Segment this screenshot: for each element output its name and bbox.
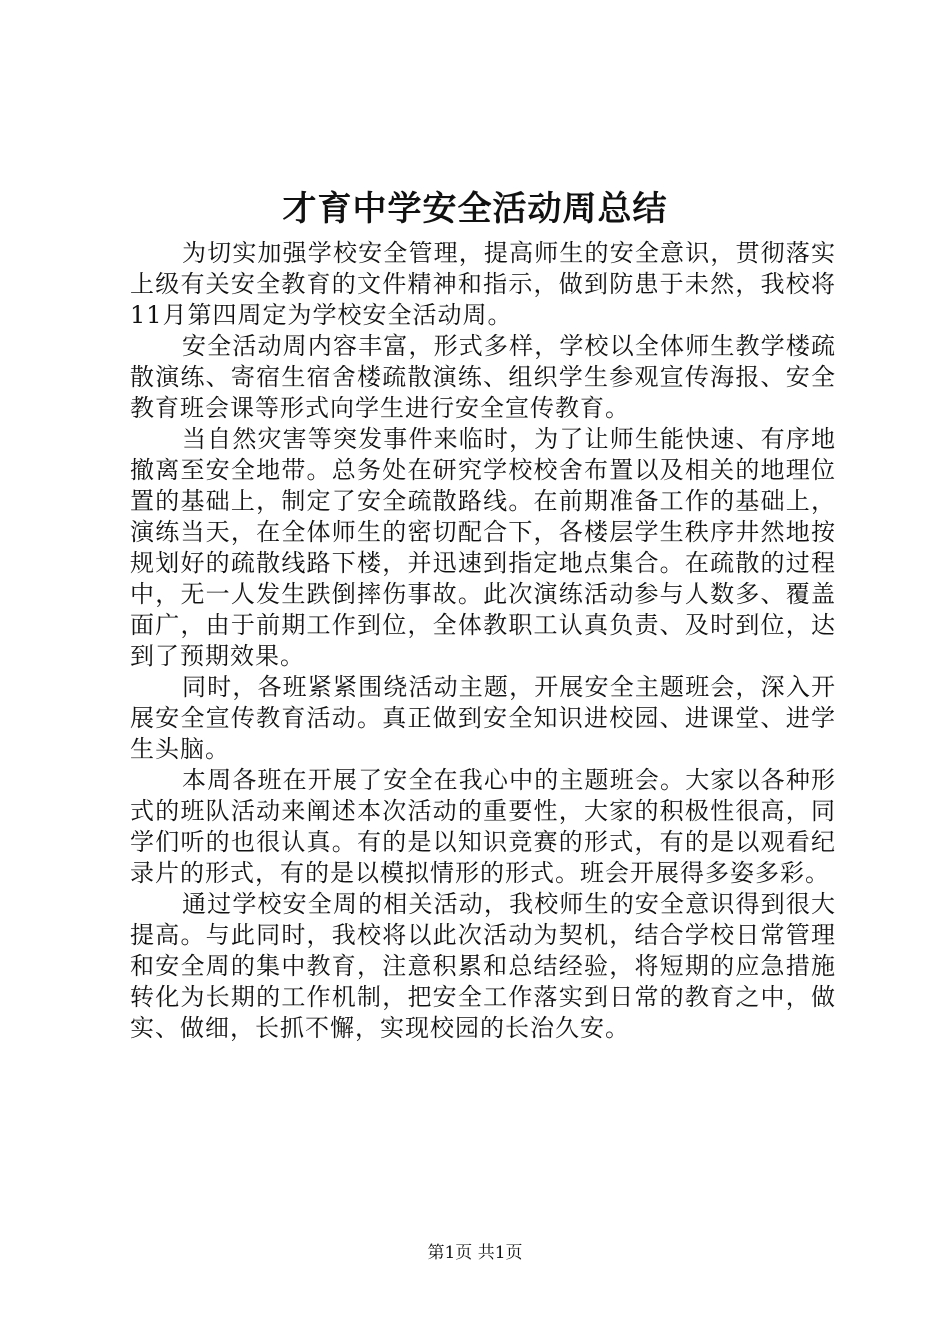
- paragraph-3: 当自然灾害等突发事件来临时，为了让师生能快速、有序地撤离至安全地带。总务处在研究学校校舍布置以及相关的地理位置的基础上，制定了安全疏散路线。在前期准备工作的基础上，演练当天，在全体师生的密切配合下，各楼层学生秩序井然地按规划好的疏散线路下楼，并迅速到指定地点集合。在疏散的过程中，无一人发生跌倒摔伤事故。此次演练活动参与人数多、覆盖面广，由于前期工作到位，全体教职工认真负责、及时到位，达到了预期效果。: [130, 425, 836, 670]
- page-number-footer: 第1页 共1页: [427, 1243, 523, 1263]
- paragraph-6: 通过学校安全周的相关活动，我校师生的安全意识得到很大提高。与此同时，我校将以此次活动为契机，结合学校日常管理和安全周的集中教育，注意积累和总结经验，将短期的应急措施转化为长期的工作机制，把安全工作落实到日常的教育之中，做实、做细，长抓不懈，实现校园的长治久安。: [130, 890, 836, 1042]
- document-body: [130, 238, 836, 1044]
- paragraph-2: 安全活动周内容丰富，形式多样，学校以全体师生教学楼疏散演练、寄宿生宿舍楼疏散演练、组织学生参观宣传海报、安全教育班会课等形式向学生进行安全宣传教育。: [130, 332, 836, 422]
- paragraph-4: 同时，各班紧紧围绕活动主题，开展安全主题班会，深入开展安全宣传教育活动。真正做到安全知识进校园、进课堂、进学生头脑。: [130, 673, 836, 763]
- paragraph-5: 本周各班在开展了安全在我心中的主题班会。大家以各种形式的班队活动来阐述本次活动的重要性，大家的积极性很高，同学们听的也很认真。有的是以知识竞赛的形式，有的是以观看纪录片的形式，有的是以模拟情形的形式。班会开展得多姿多彩。: [130, 766, 836, 887]
- paragraph-1: 为切实加强学校安全管理，提高师生的安全意识，贯彻落实上级有关安全教育的文件精神和指示，做到防患于未然，我校将11月第四周定为学校安全活动周。: [130, 239, 836, 329]
- document-title: 才育中学安全活动周总结: [282, 189, 668, 229]
